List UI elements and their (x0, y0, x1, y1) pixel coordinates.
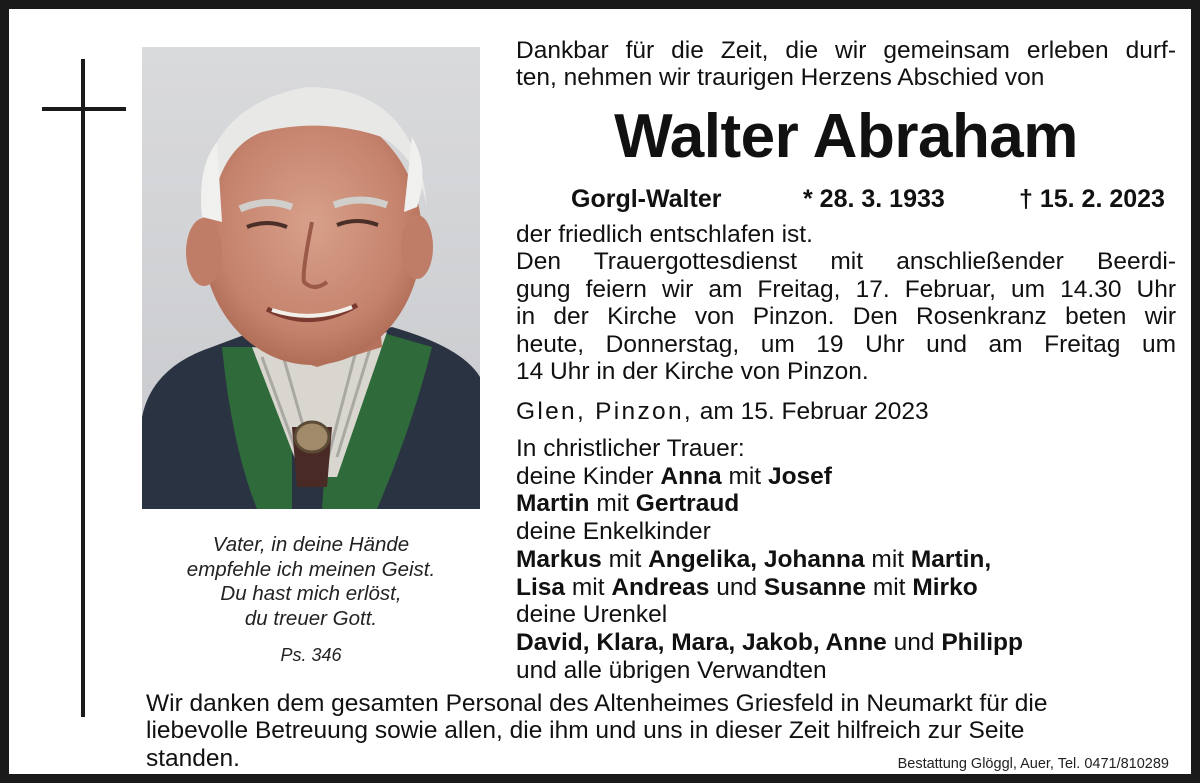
mourners-line (516, 463, 1176, 491)
text-line: Den Trauergottesdienst mit anschließender Beerdi- (516, 248, 1176, 276)
mourner-name: Andreas (611, 573, 710, 601)
mourner-name: Philipp (941, 628, 1023, 656)
mourner-name: Martin, (910, 545, 992, 573)
mourner-name: Lisa (516, 573, 566, 601)
mourners-line (516, 629, 1176, 657)
connector: mit (571, 573, 605, 601)
mourners-label: deine Enkelkinder (516, 518, 711, 546)
verse-line: empfehle ich meinen Geist. (186, 557, 436, 581)
label: deine Kinder (516, 462, 654, 490)
mourner-name: David, Klara, Mara, Jakob, Anne (516, 628, 887, 656)
cross-icon-bar (42, 107, 126, 111)
connector: mit (596, 490, 629, 518)
text-line: heute, Donnerstag, um 19 Uhr und am Freitag um (516, 330, 1176, 358)
text-line: in der Kirche von Pinzon. Den Rosenkranz beten wir (516, 303, 1176, 331)
thanks-line: liebevolle Betreuung sowie allen, die ihm und uns in dieser Zeit hilfreich zur Seite (146, 717, 1025, 745)
place-date (516, 398, 929, 426)
deceased-name: Walter Abraham (614, 102, 1078, 171)
cross-icon (81, 59, 85, 717)
thanks-line: standen. (146, 744, 240, 772)
mourners-label: deine Urenkel (516, 601, 668, 629)
mourners-line (516, 546, 1176, 574)
mourners-line (516, 574, 1176, 602)
verse-reference: Ps. 346 (280, 645, 342, 665)
mourner-name: Martin (516, 490, 590, 518)
text-line: 14 Uhr in der Kirche von Pinzon. (516, 358, 869, 386)
verse-line: Vater, in deine Hände (212, 533, 410, 556)
funeral-home-credit: Bestattung Glöggl, Auer, Tel. 0471/810289 (897, 756, 1169, 772)
nickname: Gorgl-Walter (571, 185, 722, 213)
mourner-name: Angelika, (648, 545, 758, 573)
connector: mit (872, 573, 906, 601)
connector: und (893, 628, 935, 656)
mourner-name: Gertraud (635, 490, 740, 518)
mourners-list (516, 435, 1176, 684)
text-line: der friedlich entschlafen ist. (516, 221, 813, 248)
connector: mit (728, 462, 762, 490)
text-line: gung feiern wir am Freitag, 17. Februar, um 14.30 Uhr (516, 275, 1176, 303)
intro-line: Dankbar für die Zeit, die wir gemeinsam erleben durf- (516, 37, 1176, 64)
mourners-relatives: und alle übrigen Verwandten (516, 656, 827, 684)
mourner-name: Anna (660, 462, 722, 490)
portrait-photo (142, 47, 480, 509)
places: Glen, Pinzon, (516, 398, 693, 425)
mourner-name: Josef (767, 462, 832, 490)
mourners-heading: In christlicher Trauer: (516, 435, 745, 462)
mourners-line (516, 490, 1176, 518)
intro-line: ten, nehmen wir traurigen Herzens Abschied von (516, 64, 1045, 92)
service-text (516, 221, 1176, 385)
mourner-name: Susanne (763, 573, 867, 601)
date: am 15. Februar 2023 (699, 398, 929, 425)
mourner-name: Johanna (763, 545, 865, 573)
mourner-name: Mirko (912, 573, 978, 601)
connector: und (716, 573, 758, 601)
verse-line: Du hast mich erlöst, (220, 582, 402, 605)
birth-date: * 28. 3. 1933 (803, 185, 945, 213)
connector: mit (871, 545, 905, 573)
intro-text (516, 37, 1176, 92)
verse-line: du treuer Gott. (244, 606, 378, 630)
bible-verse (129, 533, 493, 668)
death-date: † 15. 2. 2023 (1019, 185, 1165, 213)
connector: mit (608, 545, 642, 573)
mourner-name: Markus (516, 545, 602, 573)
thanks-line: Wir danken dem gesamten Personal des Altenheimes Griesfeld in Neumarkt für die (146, 690, 1048, 717)
